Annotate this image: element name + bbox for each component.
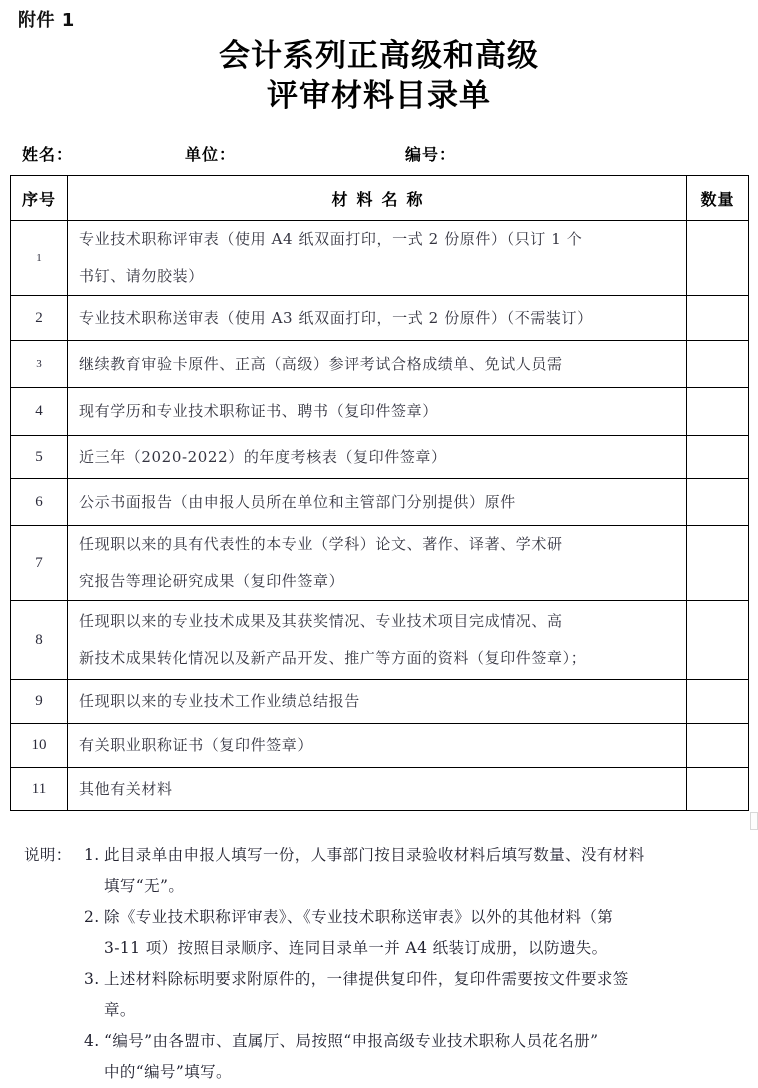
scan-artifact	[750, 812, 758, 830]
table-row	[11, 680, 749, 724]
notes-section	[10, 840, 748, 1088]
note-line: “编号”由各盟市、直属厅、局按照“申报高级专业技术职称人员花名册”	[104, 1032, 599, 1050]
row-quantity[interactable]	[687, 526, 749, 601]
row-quantity[interactable]	[687, 436, 749, 479]
row-quantity[interactable]	[687, 601, 749, 680]
page-title-line-2: 评审材料目录单	[267, 78, 491, 114]
note-item	[84, 840, 748, 902]
meta-row	[0, 142, 758, 166]
page-title-line-1: 会计系列正高级和高级	[219, 38, 539, 74]
row-material-name-line: 有关职业职称证书（复印件签章）	[79, 736, 314, 754]
row-material-name-line: 任现职以来的专业技术工作业绩总结报告	[79, 692, 360, 710]
column-header-no: 序号	[11, 176, 68, 221]
row-number: 6	[11, 479, 68, 526]
table-row	[11, 436, 749, 479]
row-material-name	[68, 436, 687, 479]
row-quantity[interactable]	[687, 680, 749, 724]
row-material-name-line: 继续教育审验卡原件、正高（高级）参评考试合格成绩单、免试人员需	[79, 354, 563, 373]
notes-list	[10, 840, 748, 1088]
number-field-label: 编号：	[405, 145, 457, 164]
row-number: 9	[11, 680, 68, 724]
row-quantity[interactable]	[687, 221, 749, 296]
table-row	[11, 221, 749, 296]
note-marker: 4.	[84, 1032, 100, 1050]
notes-heading: 说明：	[24, 846, 72, 864]
table-body	[11, 221, 749, 811]
row-quantity[interactable]	[687, 479, 749, 526]
row-number: 11	[11, 768, 68, 811]
note-item	[84, 1026, 748, 1088]
table-header-row	[11, 176, 749, 221]
table-row	[11, 768, 749, 811]
row-quantity[interactable]	[687, 388, 749, 436]
row-material-name-line: 究报告等理论研究成果（复印件签章）	[79, 572, 345, 590]
table-row	[11, 724, 749, 768]
row-material-name	[68, 724, 687, 768]
row-material-name	[68, 388, 687, 436]
table-row	[11, 526, 749, 601]
name-field-label: 姓名：	[22, 145, 74, 164]
row-number: 5	[11, 436, 68, 479]
column-header-name: 材料名称	[68, 176, 687, 221]
note-line: 3-11 项）按照目录顺序、连同目录单一并 A4 纸装订成册，以防遗失。	[104, 939, 608, 957]
row-material-name-line: 任现职以来的具有代表性的本专业（学科）论文、著作、译著、学术研	[79, 535, 563, 553]
row-material-name-line: 其他有关材料	[79, 779, 173, 798]
note-line: 填写“无”。	[104, 877, 185, 895]
note-line: 章。	[104, 1001, 136, 1019]
row-material-name-line: 公示书面报告（由申报人员所在单位和主管部门分别提供）原件	[79, 492, 516, 511]
table-row	[11, 296, 749, 341]
row-material-name-line: 书钉、请勿胶装）	[79, 267, 204, 285]
attachment-label: 附件 1	[18, 10, 75, 31]
table-row	[11, 388, 749, 436]
row-material-name-line: 任现职以来的专业技术成果及其获奖情况、专业技术项目完成情况、高	[79, 612, 563, 630]
row-material-name	[68, 526, 687, 601]
row-material-name	[68, 768, 687, 811]
note-item	[84, 964, 748, 1026]
table-header	[11, 176, 749, 221]
row-material-name	[68, 296, 687, 341]
unit-field-label: 单位：	[185, 145, 237, 164]
row-material-name-line: 专业技术职称评审表（使用 A4 纸双面打印，一式 2 份原件）（只订 1 个	[79, 230, 583, 248]
note-marker: 3.	[84, 970, 100, 988]
row-material-name-line: 现有学历和专业技术职称证书、聘书（复印件签章）	[79, 402, 438, 420]
row-material-name	[68, 601, 687, 680]
row-number: 7	[11, 526, 68, 601]
row-material-name-line: 专业技术职称送审表（使用 A3 纸双面打印，一式 2 份原件）（不需装订）	[79, 308, 593, 327]
row-material-name	[68, 479, 687, 526]
table-row	[11, 341, 749, 388]
row-quantity[interactable]	[687, 768, 749, 811]
note-line: 此目录单由申报人填写一份，人事部门按目录验收材料后填写数量、没有材料	[104, 846, 645, 864]
material-table-wrapper	[10, 175, 748, 811]
row-number: 3	[11, 341, 68, 388]
row-material-name-line: 新技术成果转化情况以及新产品开发、推广等方面的资料（复印件签章）；	[79, 649, 587, 667]
row-quantity[interactable]	[687, 341, 749, 388]
row-number: 4	[11, 388, 68, 436]
note-marker: 1.	[84, 846, 100, 864]
row-material-name-line: 近三年（2020-2022）的年度考核表（复印件签章）	[79, 447, 447, 466]
material-table	[10, 175, 749, 811]
note-marker: 2.	[84, 908, 100, 926]
note-line: 除《专业技术职称评审表》、《专业技术职称送审表》以外的其他材料（第	[104, 908, 614, 926]
column-header-qty: 数量	[687, 176, 749, 221]
note-item	[84, 902, 748, 964]
row-number: 1	[11, 221, 68, 296]
note-line: 上述材料除标明要求附原件的，一律提供复印件，复印件需要按文件要求签	[104, 970, 629, 988]
row-material-name	[68, 221, 687, 296]
row-number: 10	[11, 724, 68, 768]
table-row	[11, 479, 749, 526]
table-row	[11, 601, 749, 680]
row-number: 8	[11, 601, 68, 680]
row-number: 2	[11, 296, 68, 341]
page-title	[0, 36, 758, 116]
row-material-name	[68, 680, 687, 724]
row-quantity[interactable]	[687, 724, 749, 768]
row-quantity[interactable]	[687, 296, 749, 341]
row-material-name	[68, 341, 687, 388]
note-line: 中的“编号”填写。	[104, 1063, 232, 1081]
